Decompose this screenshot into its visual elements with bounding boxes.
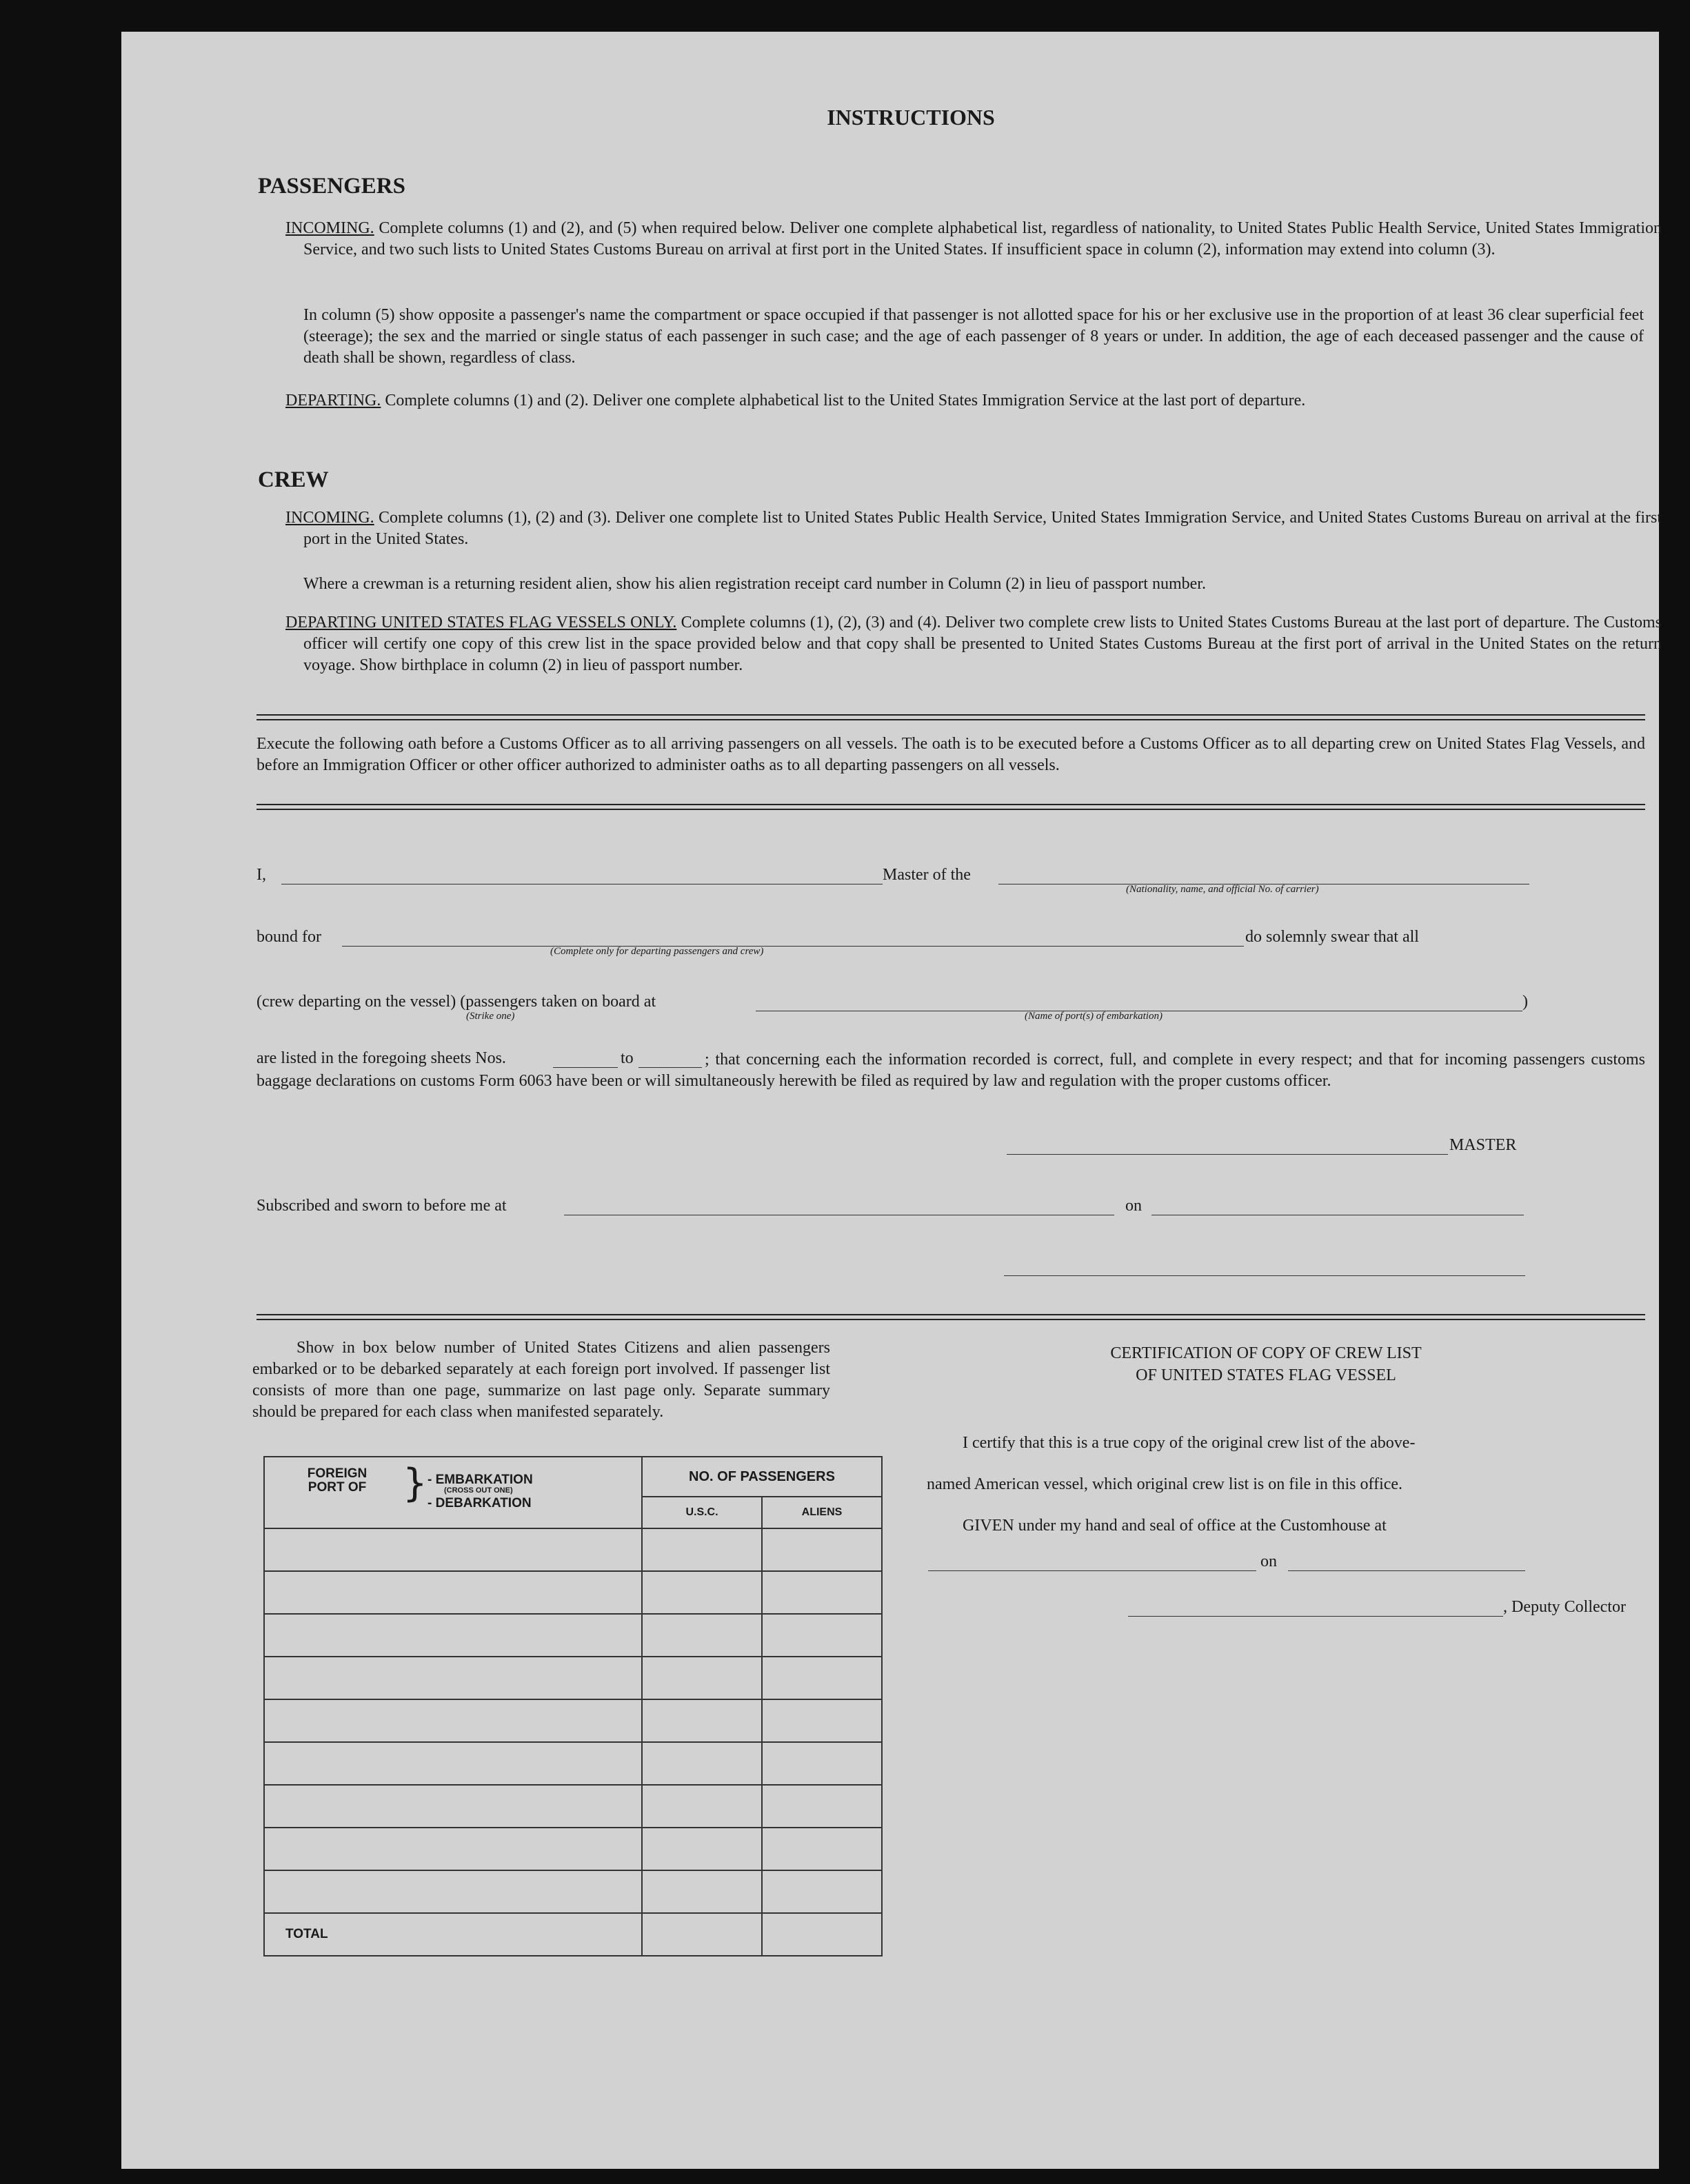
certify-line2: named American vessel, which original crew list is on file in this office. <box>927 1475 1403 1493</box>
crew-departing-lead: DEPARTING UNITED STATES FLAG VESSELS ONLY. <box>285 614 677 631</box>
table-cell[interactable] <box>642 1657 762 1699</box>
crew-incoming-lead: INCOMING. <box>285 509 374 527</box>
bound-for-field[interactable] <box>342 946 1244 947</box>
certification-title-line2: OF UNITED STATES FLAG VESSEL <box>1136 1366 1396 1384</box>
table-cell[interactable] <box>642 1614 762 1657</box>
debarkation-label: - DEBARKATION <box>427 1496 532 1510</box>
embarkation-label: - EMBARKATION <box>427 1473 533 1487</box>
table-cell[interactable] <box>642 1528 762 1571</box>
table-cell[interactable] <box>762 1699 882 1742</box>
passengers-incoming-text: Complete columns (1) and (2), and (5) when required below. Deliver one complete alphabetical list, regardless of nationality, to United States Public Health Service, United States Immigration Service, and two such lists to United States Customs Bureau on arrival at first port in the United States. If insufficient space in column (2), information may extend into column (3). <box>303 219 1662 259</box>
passengers-departing-paragraph <box>285 390 1662 412</box>
table-row[interactable] <box>264 1528 642 1571</box>
crew-resident-paragraph: Where a crewman is a returning resident alien, show his alien registration receipt card number in Column (2) in lieu of passport number. <box>303 575 1206 593</box>
table-cell[interactable] <box>762 1828 882 1870</box>
listed-sheets-text: ; that concerning each the information recorded is correct, full, and complete in every respect; and that for incoming passengers customs baggage declarations on customs Form 6063 have been or will simultaneously herewith be filed as required by law and regulation with the proper customs officer. <box>256 1051 1645 1090</box>
sworn-on-label: on <box>1125 1197 1142 1215</box>
table-row[interactable] <box>264 1614 642 1657</box>
table-cell[interactable] <box>642 1785 762 1828</box>
no-of-passengers-header: NO. OF PASSENGERS <box>642 1457 882 1497</box>
passengers-incoming-lead: INCOMING. <box>285 219 374 237</box>
subscribed-label: Subscribed and sworn to before me at <box>256 1197 507 1215</box>
oath-instruction-paragraph: Execute the following oath before a Customs Officer as to all arriving passengers on all vessels. The oath is to be executed before a Customs Officer as to all departing crew on United States Flag Vessels, and before an Immigration Officer or other officer authorized to administer oaths as to all departing passengers on all vessels. <box>256 735 1645 774</box>
swear-label: do solemnly swear that all <box>1245 928 1419 946</box>
foreign-port-label: FOREIGN PORT OF <box>307 1466 368 1495</box>
table-row[interactable] <box>264 1870 642 1913</box>
bound-for-label: bound for <box>256 928 321 946</box>
nationality-caption: (Nationality, name, and official No. of carrier) <box>1126 884 1319 895</box>
table-row[interactable] <box>264 1699 642 1742</box>
divider-rule <box>256 714 1645 716</box>
passengers-departing-lead: DEPARTING. <box>285 392 381 410</box>
usc-header: U.S.C. <box>642 1497 762 1528</box>
deputy-signature-field[interactable] <box>1128 1616 1503 1617</box>
total-aliens-cell[interactable] <box>762 1913 882 1956</box>
bound-caption: (Complete only for departing passengers and crew) <box>550 946 764 957</box>
cert-on-label: on <box>1260 1553 1277 1570</box>
officer-signature-field[interactable] <box>1004 1275 1525 1276</box>
passengers-heading: PASSENGERS <box>258 174 405 199</box>
table-row[interactable] <box>264 1571 642 1614</box>
summary-instruction-paragraph: Show in box below number of United States Citizens and alien passengers embarked or to be debarked separately at each foreign port involved. If passenger list consists of more than one page, summarize on last page only. Separate summary should be prepared for each class when manifested separately. <box>252 1339 830 1421</box>
brace-icon: } <box>403 1461 427 1506</box>
passengers-column5-paragraph: In column (5) show opposite a passenger's name the compartment or space occupied if that passenger is not allotted space for his or her exclusive use in the proportion of at least 36 clear superficial feet (steerage); the sex and the married or single status of each passenger in such case; and the age of each passenger of 8 years or under. In addition, the age of each deceased passenger and the cause of death shall be shown, regardless of class. <box>303 306 1644 367</box>
certify-line1: I certify that this is a true copy of the original crew list of the above- <box>963 1434 1416 1452</box>
table-cell[interactable] <box>642 1699 762 1742</box>
master-label: MASTER <box>1449 1136 1517 1154</box>
given-line: GIVEN under my hand and seal of office at the Customhouse at <box>963 1517 1387 1535</box>
passengers-departing-text: Complete columns (1) and (2). Deliver one complete alphabetical list to the United States Immigration Service at the last port of departure. <box>385 392 1306 410</box>
table-cell[interactable] <box>762 1742 882 1785</box>
table-row[interactable] <box>264 1742 642 1785</box>
table-cell[interactable] <box>762 1528 882 1571</box>
certification-title-line1: CERTIFICATION OF COPY OF CREW LIST <box>1110 1344 1422 1362</box>
table-cell[interactable] <box>762 1785 882 1828</box>
aliens-header: ALIENS <box>762 1497 882 1528</box>
table-cell[interactable] <box>642 1870 762 1913</box>
divider-rule <box>256 1314 1645 1315</box>
table-cell[interactable] <box>762 1870 882 1913</box>
listed-to-label: to <box>621 1049 634 1067</box>
crew-incoming-text: Complete columns (1), (2) and (3). Deliver one complete list to United States Public Health Service, United States Immigration Service, and United States Customs Bureau on arrival at the first port in the United States. <box>303 509 1662 548</box>
master-signature-field[interactable] <box>1007 1154 1448 1155</box>
crew-departing-label: (crew departing on the vessel) (passengers taken on board at <box>256 993 656 1011</box>
table-cell[interactable] <box>642 1742 762 1785</box>
document-title: INSTRUCTIONS <box>827 105 995 130</box>
close-paren: ) <box>1522 993 1528 1011</box>
table-cell[interactable] <box>642 1828 762 1870</box>
crew-departing-text: Complete columns (1), (2), (3) and (4). Deliver two complete crew lists to United States Customs Bureau at the last port of departure. The Customs officer will certify one copy of this crew list in the space provided below and that copy shall be presented to United States Customs Bureau at the first port of arrival in the United States on the return voyage. Show birthplace in column (2) in lieu of passport number. <box>303 614 1662 674</box>
total-label: TOTAL <box>264 1913 642 1956</box>
passenger-summary-table <box>263 1456 883 1957</box>
strike-one-caption: (Strike one) <box>466 1011 515 1022</box>
crew-departing-paragraph <box>285 612 1662 676</box>
crew-incoming-paragraph <box>285 507 1662 550</box>
crew-heading: CREW <box>258 467 329 492</box>
customhouse-field[interactable] <box>928 1570 1256 1571</box>
divider-rule <box>256 1319 1645 1320</box>
cert-date-field[interactable] <box>1288 1570 1525 1571</box>
divider-rule <box>256 804 1645 805</box>
listed-sheets-label: are listed in the foregoing sheets Nos. <box>256 1049 506 1067</box>
table-cell[interactable] <box>762 1571 882 1614</box>
table-cell[interactable] <box>762 1657 882 1699</box>
table-row[interactable] <box>264 1828 642 1870</box>
port-header-cell <box>264 1457 642 1528</box>
table-row[interactable] <box>264 1785 642 1828</box>
divider-rule <box>256 719 1645 720</box>
port-caption: (Name of port(s) of embarkation) <box>1025 1011 1163 1022</box>
table-row[interactable] <box>264 1657 642 1699</box>
table-cell[interactable] <box>762 1614 882 1657</box>
table-cell[interactable] <box>642 1571 762 1614</box>
oath-i-label: I, <box>256 866 266 884</box>
deputy-collector-label: , Deputy Collector <box>1503 1598 1626 1616</box>
total-usc-cell[interactable] <box>642 1913 762 1956</box>
master-of-label: Master of the <box>883 866 971 884</box>
divider-rule <box>256 809 1645 810</box>
passengers-incoming-paragraph <box>285 218 1662 261</box>
cross-out-label: (CROSS OUT ONE) <box>444 1486 513 1495</box>
